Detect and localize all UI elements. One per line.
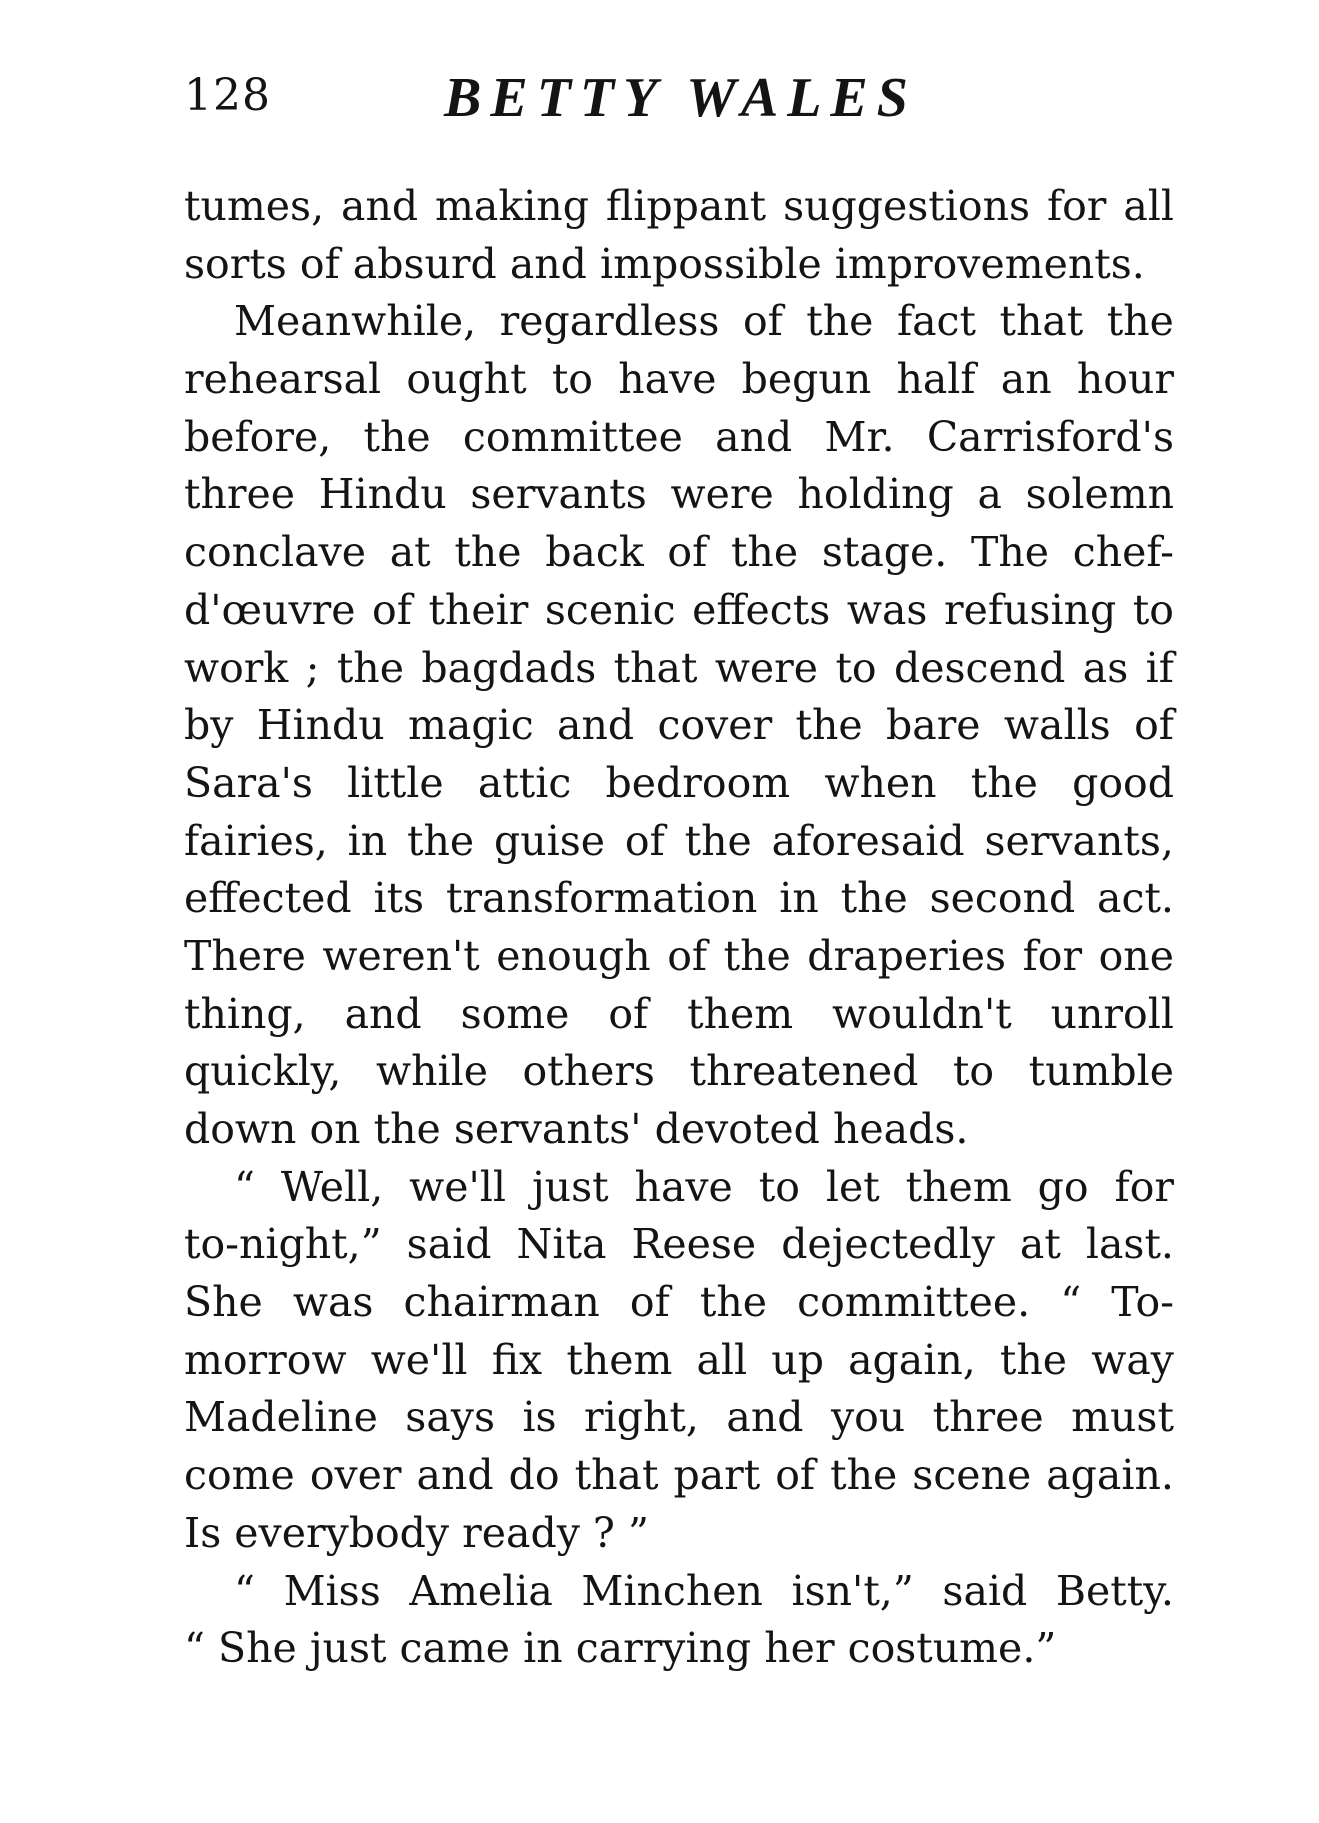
word: Well,	[280, 1162, 384, 1211]
word: d'œuvre	[184, 585, 356, 634]
running-head: BETTY WALES	[444, 67, 917, 129]
word: of	[624, 816, 665, 865]
word: making	[435, 182, 589, 230]
text-line	[184, 1620, 1174, 1678]
word: at	[1019, 1220, 1061, 1269]
word: Mr.	[824, 412, 895, 461]
word: chairman	[403, 1278, 600, 1327]
text-line	[184, 1216, 1174, 1274]
word: ready	[462, 1508, 580, 1557]
word: as	[1082, 643, 1129, 692]
word: refusing	[943, 585, 1117, 634]
text-line	[184, 236, 1174, 294]
word: down	[184, 1105, 297, 1153]
text-line	[184, 697, 1174, 755]
word: its	[373, 874, 425, 923]
word: regardless	[499, 297, 720, 346]
word: “	[1060, 1278, 1082, 1327]
word: Miss	[283, 1566, 381, 1615]
text-line	[184, 351, 1174, 409]
text-line	[184, 755, 1174, 813]
word: good	[1072, 758, 1174, 807]
word: the	[363, 412, 431, 461]
word: have	[618, 355, 717, 404]
word: the	[373, 1105, 441, 1153]
body-text	[184, 178, 1174, 1678]
word: let	[825, 1162, 880, 1211]
word: three	[932, 1393, 1044, 1442]
word: have	[634, 1162, 733, 1211]
word: the	[407, 816, 475, 865]
word: threatened	[689, 1047, 919, 1096]
word: ”	[627, 1508, 649, 1557]
word: by	[184, 701, 234, 750]
word: in	[347, 816, 388, 865]
word: transformation	[445, 874, 758, 923]
word: for	[1114, 1162, 1174, 1211]
word: of	[667, 931, 708, 980]
word: at	[389, 528, 431, 577]
word: last.	[1085, 1220, 1174, 1269]
word: we'll	[409, 1162, 507, 1211]
word: hour	[1076, 355, 1174, 404]
word: servants	[470, 470, 647, 519]
word: Madeline	[184, 1393, 378, 1442]
word: To-	[1111, 1278, 1174, 1327]
word: Betty.	[1055, 1566, 1174, 1615]
word: conclave	[184, 528, 366, 577]
text-line	[184, 1159, 1174, 1217]
word: were	[714, 643, 819, 692]
word: servants,	[984, 816, 1174, 865]
word: and	[341, 182, 419, 230]
text-line	[184, 928, 1174, 986]
text-line	[184, 293, 1174, 351]
word: “	[234, 1566, 255, 1615]
word: on	[309, 1105, 361, 1153]
page-number: 128	[184, 70, 271, 121]
word: There	[184, 931, 306, 980]
word: just	[531, 1162, 609, 1211]
word: unroll	[1050, 989, 1174, 1038]
word: go	[1037, 1162, 1089, 1211]
word: act.	[1097, 874, 1174, 923]
word: all	[1123, 182, 1174, 230]
word: them	[905, 1162, 1012, 1211]
word: scenic	[544, 585, 676, 634]
word: one	[1098, 931, 1174, 980]
word: cover	[657, 701, 773, 750]
word: right,	[584, 1393, 699, 1442]
word: Reese	[631, 1220, 757, 1269]
word: holding	[797, 470, 954, 519]
word: an	[1000, 355, 1052, 404]
word: if	[1145, 643, 1174, 692]
word: dejectedly	[781, 1220, 995, 1269]
word: carrying	[575, 1624, 752, 1673]
word: stage.	[821, 528, 948, 577]
text-line	[184, 1389, 1174, 1447]
text-line	[184, 1447, 1174, 1505]
word: Sara's	[184, 758, 313, 807]
word: her	[764, 1624, 835, 1673]
word: before,	[184, 412, 332, 461]
word: we'll	[370, 1335, 468, 1384]
word: bedroom	[605, 758, 791, 807]
word: solemn	[1025, 470, 1174, 519]
word: in	[779, 874, 819, 923]
word: up	[771, 1335, 824, 1384]
text-line	[184, 1101, 1174, 1159]
word: to	[835, 643, 877, 692]
word: “	[234, 1162, 255, 1211]
word: the	[684, 816, 752, 865]
word: said	[406, 1220, 492, 1269]
word: again,	[848, 1335, 976, 1384]
word: aforesaid	[771, 816, 965, 865]
word: must	[1071, 1393, 1174, 1442]
word: fact	[896, 297, 976, 346]
word: effects	[692, 585, 831, 634]
word: to	[551, 355, 593, 404]
word: said	[942, 1566, 1028, 1615]
word: the	[999, 1335, 1068, 1384]
word: costume.”	[847, 1624, 1057, 1673]
word: in	[523, 1624, 563, 1673]
word: weren't	[322, 931, 480, 980]
word: while	[375, 1047, 488, 1096]
word: sorts	[184, 239, 287, 288]
text-line	[184, 986, 1174, 1044]
word: and	[715, 412, 793, 461]
word: Hindu	[318, 470, 447, 519]
word: all	[696, 1335, 748, 1384]
word: the	[454, 528, 522, 577]
word: came	[399, 1624, 511, 1673]
word: impossible	[599, 239, 822, 288]
word: ought	[406, 355, 527, 404]
word: everybody	[234, 1508, 450, 1557]
word: ;	[305, 643, 320, 692]
word: a	[977, 470, 1002, 519]
word: flippant	[605, 182, 767, 230]
word: come	[184, 1451, 295, 1500]
word: says	[405, 1393, 495, 1442]
word: others	[522, 1047, 655, 1096]
word: walls	[1003, 701, 1111, 750]
word: of	[608, 989, 649, 1038]
word: attic	[477, 758, 572, 807]
text-line	[184, 813, 1174, 871]
text-line	[184, 1274, 1174, 1332]
word: to-night,”	[184, 1220, 382, 1269]
word: heads.	[832, 1105, 969, 1153]
word: over	[309, 1451, 402, 1500]
word: tumble	[1028, 1047, 1174, 1096]
word: of	[1134, 701, 1174, 750]
word: quickly,	[184, 1047, 342, 1096]
word: Amelia	[409, 1566, 553, 1615]
word: improvements.	[834, 239, 1145, 288]
word: of	[299, 239, 340, 288]
word: that	[999, 297, 1084, 346]
word: guise	[494, 816, 606, 865]
text-line	[184, 1505, 1174, 1563]
word: of	[775, 1451, 816, 1500]
word: and	[344, 989, 422, 1038]
word: the	[730, 528, 799, 577]
word: fix	[491, 1335, 543, 1384]
word: Hindu	[256, 701, 385, 750]
word: little	[347, 758, 444, 807]
word: She	[184, 1278, 263, 1327]
word: to	[758, 1162, 800, 1211]
text-line	[184, 409, 1174, 467]
page-header	[184, 62, 1144, 142]
word: three	[184, 470, 296, 519]
word: Meanwhile,	[234, 297, 477, 346]
word: enough	[496, 931, 651, 980]
word: the	[336, 643, 404, 692]
word: back	[545, 528, 644, 577]
word: Nita	[516, 1220, 607, 1269]
text-line	[184, 640, 1174, 698]
word: part	[673, 1451, 761, 1500]
word: of	[372, 585, 412, 634]
word: descend	[893, 643, 1066, 692]
text-line	[184, 870, 1174, 928]
word: chef-	[1072, 528, 1174, 577]
word: effected	[184, 874, 352, 923]
word: of	[667, 528, 708, 577]
word: for	[1046, 182, 1107, 230]
text-line	[184, 524, 1174, 582]
word: morrow	[184, 1335, 347, 1384]
word: isn't,”	[791, 1566, 914, 1615]
text-line	[184, 1332, 1174, 1390]
word: Is	[184, 1508, 222, 1557]
word: just	[309, 1624, 387, 1673]
word: bagdads	[421, 643, 597, 692]
text-line	[184, 466, 1174, 524]
word: servants'	[453, 1105, 642, 1153]
word: of	[629, 1278, 670, 1327]
word: was	[846, 585, 928, 634]
word: bare	[886, 701, 981, 750]
word: She	[218, 1624, 297, 1673]
word: to	[1132, 585, 1174, 634]
word: thing,	[184, 989, 306, 1038]
word: to	[952, 1047, 995, 1096]
word: the	[840, 874, 908, 923]
word: rehearsal	[184, 355, 382, 404]
word: that	[574, 1451, 659, 1500]
word: again.	[1046, 1451, 1174, 1500]
word: suggestions	[783, 182, 1031, 230]
word: and	[726, 1393, 804, 1442]
word: “	[184, 1624, 205, 1673]
word: magic	[408, 701, 534, 750]
text-line	[184, 1043, 1174, 1101]
word: some	[460, 989, 570, 1038]
word: the	[699, 1278, 768, 1327]
text-line	[184, 178, 1174, 236]
word: The	[971, 528, 1050, 577]
word: the	[830, 1451, 898, 1500]
word: second	[929, 874, 1076, 923]
word: draperies	[807, 931, 1007, 980]
word: of	[742, 297, 783, 346]
word: tumes,	[184, 182, 325, 230]
word: fairies,	[184, 816, 328, 865]
word: ?	[592, 1508, 615, 1557]
word: for	[1022, 931, 1083, 980]
word: was	[292, 1278, 374, 1327]
word: them	[687, 989, 794, 1038]
word: when	[824, 758, 937, 807]
word: absurd	[352, 239, 497, 288]
word: and	[509, 239, 587, 288]
word: the	[806, 297, 874, 346]
word: do	[508, 1451, 560, 1500]
word: and	[557, 701, 635, 750]
word: scene	[912, 1451, 1032, 1500]
word: were	[670, 470, 774, 519]
word: the	[1106, 297, 1174, 346]
word: them	[566, 1335, 673, 1384]
word: the	[723, 931, 791, 980]
word: that	[613, 643, 698, 692]
text-line	[184, 1563, 1174, 1621]
word: wouldn't	[832, 989, 1012, 1038]
word: you	[830, 1393, 906, 1442]
word: begun	[741, 355, 872, 404]
word: the	[970, 758, 1038, 807]
word: devoted	[654, 1105, 820, 1153]
word: Carrisford's	[926, 412, 1174, 461]
text-line	[184, 582, 1174, 640]
word: their	[428, 585, 529, 634]
word: committee	[462, 412, 683, 461]
word: the	[795, 701, 863, 750]
word: way	[1091, 1335, 1174, 1384]
word: is	[522, 1393, 557, 1442]
word: Minchen	[581, 1566, 763, 1615]
word: and	[416, 1451, 494, 1500]
word: work	[184, 643, 289, 692]
word: committee.	[797, 1278, 1031, 1327]
word: half	[896, 355, 976, 404]
